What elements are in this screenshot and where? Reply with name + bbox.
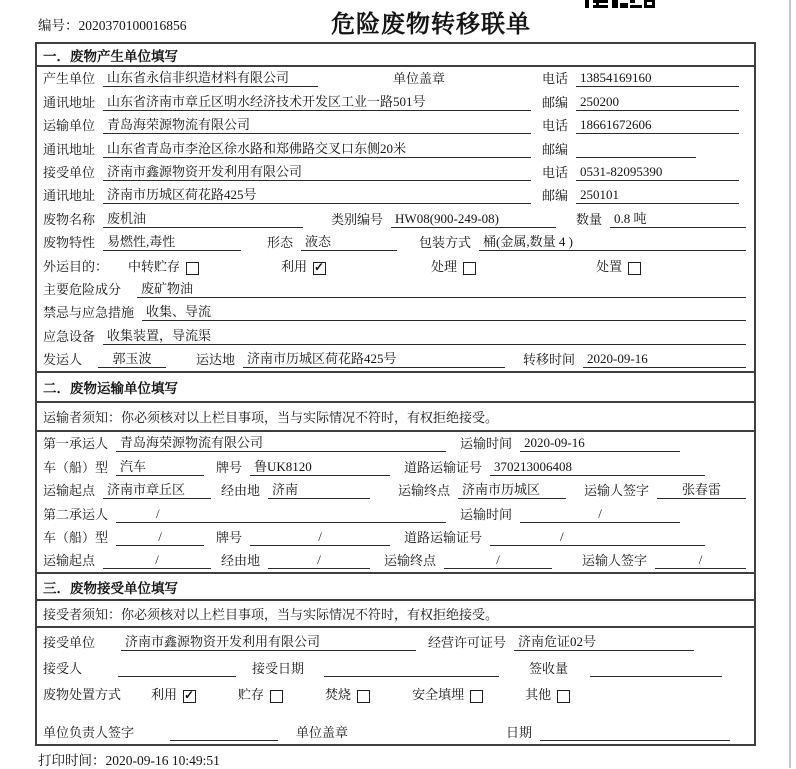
print-time-line (38, 749, 220, 769)
permit-field: 济南危证02号 (514, 631, 694, 651)
carrier1-field: 青岛海荣源物流有限公司 (116, 432, 446, 452)
plate-label: 牌号 (216, 459, 243, 475)
receiver-notice-row (37, 601, 754, 628)
producer-address-row (37, 90, 754, 113)
carrier-sign-label: 运输人签字 (582, 553, 648, 569)
disposal-store-checkbox (270, 690, 283, 703)
vehicle1-field: 汽车 (116, 456, 204, 476)
manifest-table (35, 42, 756, 746)
seal-date-field (540, 740, 730, 741)
disposal-row (37, 680, 754, 706)
transporter-notice-label: 运输者须知： (43, 410, 122, 426)
receiver-zip-field: 250101 (576, 187, 739, 204)
waste-name-row (37, 207, 754, 230)
disposal-use-label: 利用 (151, 687, 178, 703)
packaging-label: 包装方式 (419, 235, 472, 251)
phone-label: 电话 (542, 71, 569, 87)
disposal-burn-checkbox (357, 690, 370, 703)
hazard-field: 废矿物油 (137, 278, 746, 298)
quantity-label: 数量 (576, 211, 603, 227)
transporter-row (37, 114, 754, 137)
via-label: 经由地 (221, 553, 261, 569)
received-amount-field (590, 676, 722, 677)
waste-name-field: 废机油 (103, 208, 303, 228)
quantity-field: 0.8 吨 (610, 208, 746, 228)
producer-zip-field: 250200 (576, 94, 739, 111)
packaging-field: 桶(金属,数量 4 ) (479, 231, 746, 251)
carrier2-label: 第二承运人 (43, 506, 109, 522)
disposal-other-label: 其他 (525, 687, 552, 703)
carrier-sign-label: 运输人签字 (584, 483, 650, 499)
route2-row (37, 549, 754, 572)
shipper-field: 郭玉波 (98, 348, 166, 368)
transporter-address-field: 山东省青岛市李沧区徐水路和郑佛路交叉口东侧20米 (103, 138, 531, 158)
permit-label: 经营许可证号 (428, 635, 507, 651)
origin2-field: / (103, 552, 211, 569)
section-receiver (37, 572, 754, 744)
plate1-field: 鲁UK8120 (250, 456, 390, 476)
shipper-row (37, 348, 754, 371)
date-label: 日期 (506, 725, 533, 740)
disposal-landfill-label: 安全填埋 (412, 687, 465, 703)
qr-code-fragment (585, 0, 655, 9)
via1-field: 济南 (268, 479, 370, 499)
print-time-label: 打印时间： (38, 753, 106, 768)
transfer-time-label: 转移时间 (523, 352, 576, 368)
origin-label: 运输起点 (43, 553, 96, 569)
equipment-row (37, 324, 754, 347)
receiver-notice-text: 你必须核对以上栏目事项，当与实际情况不符时，有权拒绝接受。 (121, 607, 499, 623)
purpose-treat-checkbox (463, 262, 476, 275)
destination-field: 济南市历城区荷花路425号 (243, 348, 505, 368)
receive-date-label: 接受日期 (252, 661, 305, 677)
receiver-name-field: 济南市鑫源物资开发利用有限公司 (103, 161, 531, 181)
serial-number-line (38, 14, 187, 34)
shipper-label: 发运人 (43, 352, 83, 368)
manager-sign-label: 单位负责人签字 (43, 725, 135, 740)
receiver-notice-label: 接受者须知： (43, 607, 122, 623)
vehicle1-row (37, 455, 754, 478)
transporter-name-field: 青岛海荣源物流有限公司 (103, 114, 531, 134)
receive-date-field (324, 676, 499, 677)
recipient-field (118, 676, 236, 677)
characteristics-label: 废物特性 (43, 235, 96, 251)
sign2-field: / (655, 552, 746, 569)
terminus-label: 运输终点 (398, 483, 451, 499)
purpose-transfer-checkbox (186, 262, 199, 275)
recipient-row (37, 654, 754, 680)
producer-phone-field: 13854169160 (576, 70, 739, 87)
transporter-notice-text: 你必须核对以上栏目事项，当与实际情况不符时，有权拒绝接受。 (121, 410, 499, 426)
section-producer (37, 44, 754, 371)
carrier2-field: / (116, 506, 446, 523)
equipment-label: 应急设备 (43, 328, 96, 344)
address-label: 通讯地址 (43, 141, 96, 157)
characteristics-field: 易燃性,毒性 (103, 231, 241, 251)
purpose-row (37, 254, 754, 277)
disposal-store-label: 贮存 (238, 687, 265, 703)
transporter-label: 运输单位 (43, 118, 96, 134)
plate2-field: / (250, 529, 390, 546)
producer-address-field: 山东省济南市章丘区明水经济技术开发区工业一路501号 (103, 91, 531, 111)
address-label: 通讯地址 (43, 188, 96, 204)
form-label: 形态 (267, 235, 294, 251)
sign1-field: 张春雷 (657, 479, 746, 499)
disposal-use-checkbox (183, 690, 196, 703)
transfer-date-field: 2020-09-16 (583, 351, 746, 368)
purpose-transfer-label: 中转贮存 (128, 258, 181, 274)
vehicle2-field: / (116, 529, 204, 546)
hazard-label: 主要危险成分 (43, 281, 122, 297)
zip-label: 邮编 (542, 188, 569, 204)
origin-label: 运输起点 (43, 483, 96, 499)
transporter-phone-field: 18661672606 (576, 117, 739, 134)
hazard-row (37, 278, 754, 301)
transporter-address-row (37, 137, 754, 160)
vehicle-label: 车（船）型 (43, 459, 109, 475)
carrier1-label: 第一承运人 (43, 436, 109, 452)
producer-label: 产生单位 (43, 71, 96, 87)
purpose-treat-label: 处理 (431, 258, 458, 274)
print-time-value: 2020-09-16 10:49:51 (105, 753, 220, 768)
serial-value: 2020370100016856 (78, 18, 187, 33)
carrier2-row (37, 502, 754, 525)
disposal-other-checkbox (557, 690, 570, 703)
carrier1-time-field: 2020-09-16 (520, 435, 680, 452)
purpose-dispose-checkbox (628, 262, 641, 275)
purpose-dispose-label: 处置 (596, 258, 623, 274)
receiver-row (37, 161, 754, 184)
road-license-label: 道路运输证号 (404, 459, 483, 475)
section1-header: 一．废物产生单位填写 (37, 44, 754, 67)
via-label: 经由地 (221, 483, 261, 499)
category-label: 类别编号 (331, 211, 384, 227)
route1-row (37, 479, 754, 502)
vehicle2-row (37, 526, 754, 549)
equipment-field: 收集装置，导流渠 (103, 325, 746, 345)
producer-row (37, 67, 754, 90)
terminus1-field: 济南市历城区 (458, 479, 566, 499)
receiver-label: 接受单位 (43, 635, 96, 651)
taboo-row (37, 301, 754, 324)
page-title: 危险废物转移联单 (331, 12, 531, 38)
category-code-field: HW08(900-249-08) (391, 211, 556, 228)
waste-name-label: 废物名称 (43, 211, 96, 227)
zip-label: 邮编 (542, 141, 569, 157)
destination-label: 运达地 (196, 352, 236, 368)
transport-time-label: 运输时间 (460, 436, 513, 452)
plate-label: 牌号 (216, 530, 243, 546)
road-license-label: 道路运输证号 (404, 530, 483, 546)
carrier2-time-field: / (520, 506, 680, 523)
purpose-use-checkbox (313, 262, 326, 275)
manager-sign-row (37, 706, 754, 744)
zip-label: 邮编 (542, 94, 569, 110)
received-amount-label: 签收量 (529, 661, 569, 677)
transporter-zip-field (576, 157, 696, 158)
receiver-label: 接受单位 (43, 164, 96, 180)
waste-characteristics-row (37, 231, 754, 254)
transporter-notice-row (37, 403, 754, 432)
receiver-phone-field: 0531-82095390 (576, 164, 739, 181)
section-transporter (37, 371, 754, 572)
disposal-landfill-checkbox (470, 690, 483, 703)
seal-label: 单位盖章 (296, 725, 349, 740)
serial-label: 编号： (38, 18, 79, 33)
origin1-field: 济南市章丘区 (103, 479, 211, 499)
purpose-use-label: 利用 (281, 258, 308, 274)
license1-field: 370213006408 (490, 459, 705, 476)
vehicle-label: 车（船）型 (43, 530, 109, 546)
phone-label: 电话 (542, 118, 569, 134)
seal-label: 单位盖章 (393, 71, 446, 87)
manager-sign-field (170, 740, 278, 741)
phone-label: 电话 (542, 164, 569, 180)
form-field: 液态 (301, 231, 397, 251)
receive-unit-field: 济南市鑫源物资开发利用有限公司 (121, 631, 416, 651)
recipient-label: 接受人 (43, 661, 83, 677)
license2-field: / (490, 529, 705, 546)
carrier1-row (37, 432, 754, 455)
address-label: 通讯地址 (43, 94, 96, 110)
receive-unit-row (37, 628, 754, 654)
disposal-burn-label: 焚烧 (325, 687, 352, 703)
purpose-label: 外运目的： (43, 258, 109, 274)
transport-time-label: 运输时间 (460, 506, 513, 522)
disposal-label: 废物处置方式 (43, 687, 122, 703)
terminus-label: 运输终点 (384, 553, 437, 569)
taboo-field: 收集、导流 (142, 301, 746, 321)
taboo-label: 禁忌与应急措施 (43, 305, 135, 321)
section2-header: 二．废物运输单位填写 (37, 373, 754, 403)
terminus2-field: / (444, 552, 552, 569)
page-edge-line (789, 0, 791, 768)
receiver-address-row (37, 184, 754, 207)
section3-header: 三．废物接受单位填写 (37, 574, 754, 601)
via2-field: / (268, 552, 370, 569)
receiver-address-field: 济南市历城区荷花路425号 (103, 184, 531, 204)
producer-name-field: 山东省永信非织造材料有限公司 (103, 67, 318, 87)
